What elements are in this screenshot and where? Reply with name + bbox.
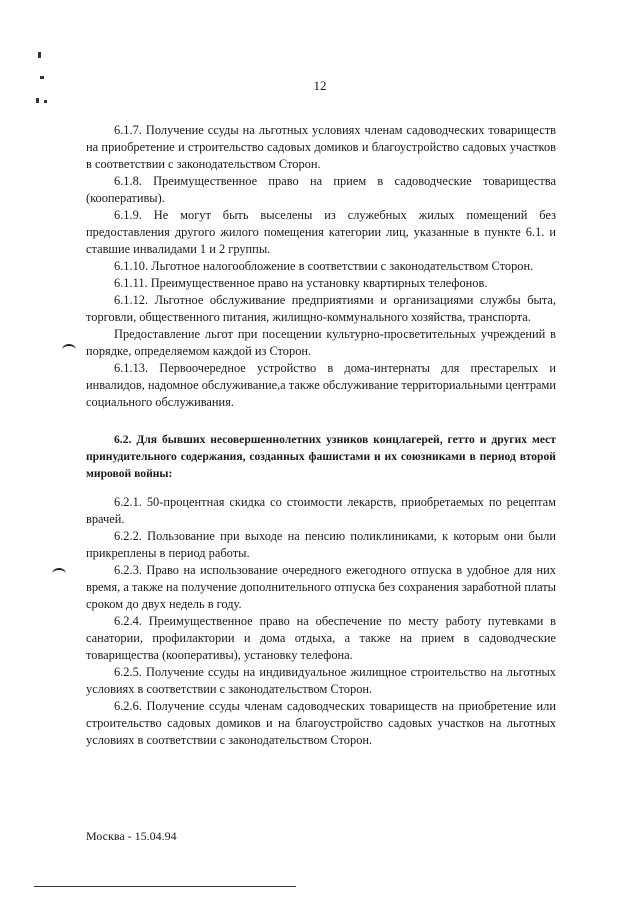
paragraph-6-1-8: 6.1.8. Преимущественное право на прием в садоводческие товарищества (кооперативы).	[86, 174, 556, 205]
paragraph-6-2-2: 6.2.2. Пользование при выходе на пенсию поликлиниками, к которым они были прикреплены в период работы.	[86, 529, 556, 560]
page-number: 12	[313, 78, 327, 93]
punch-hole-mark	[62, 344, 76, 356]
binding-mark	[44, 100, 47, 103]
paragraph-6-2-1: 6.2.1. 50-процентная скидка со стоимости лекарств, приобретаемых по рецептам врачей.	[86, 495, 556, 526]
paragraph-6-2-6: 6.2.6. Получение ссуды членам садоводческих товариществ на приобретение или строительство садовых домиков и на благоустройство садовых участков на льготных условиях в соответствии с законодательством Сторон.	[86, 699, 556, 747]
paragraph-6-1-9: 6.1.9. Не могут быть выселены из служебных жилых помещений без предоставления другого жилого помещения категории лиц, указанные в пункте 6.1. и ставшие инвалидами 1 и 2 группы.	[86, 208, 556, 256]
paragraph-6-2-5: 6.2.5. Получение ссуды на индивидуальное жилищное строительство на льготных условиях в соответствии с законодательством Сторон.	[86, 665, 556, 696]
paragraph-6-1-10: 6.1.10. Льготное налогообложение в соответствии с законодательством Сторон.	[114, 259, 534, 273]
paragraph-6-1-7: 6.1.7. Получение ссуды на льготных условиях членам садоводческих товариществ на приобретение и строительство садовых домиков и благоустройство садовых участков в соответствии с законодательством Сторон.	[86, 123, 556, 171]
paragraph-cultural-benefits: Предоставление льгот при посещении культурно-просветительных учреждений в порядке, определяемом каждой из Сторон.	[86, 327, 556, 358]
paragraph-6-1-12: 6.1.12. Льготное обслуживание предприятиями и организациями службы быта, торговли, общественного питания, жилищно-коммунального хозяйства, транспорта.	[86, 293, 556, 324]
footer-divider	[34, 886, 296, 887]
paragraph-6-2-4: 6.2.4. Преимущественное право на обеспечение по месту работу путевками в санатории, профилактории и дома отдыха, а также на прием в садоводческие товарищества (кооперативы), установку телефона.	[86, 614, 556, 662]
paragraph-6-1-11: 6.1.11. Преимущественное право на установку квартирных телефонов.	[114, 276, 488, 290]
document-body	[86, 122, 556, 749]
paragraph-6-2-3: 6.2.3. Право на использование очередного ежегодного отпуска в удобное для них время, а также на получение дополнительного отпуска без сохранения заработной платы сроком до двух недель в году.	[86, 563, 556, 611]
footer-place-date: Москва - 15.04.94	[86, 829, 177, 843]
binding-mark	[36, 98, 39, 103]
paragraph-6-1-13: 6.1.13. Первоочередное устройство в дома-интернаты для престарелых и инвалидов, надомное обслуживание,а также обслуживание территориальными центрами социального обслуживания.	[86, 361, 556, 409]
binding-mark	[38, 52, 41, 58]
punch-hole-mark	[52, 568, 66, 580]
section-heading-6-2: 6.2. Для бывших несовершеннолетних узников концлагерей, гетто и других мест принудительного содержания, созданных фашистами и их союзниками в период второй мировой войны:	[86, 433, 556, 480]
